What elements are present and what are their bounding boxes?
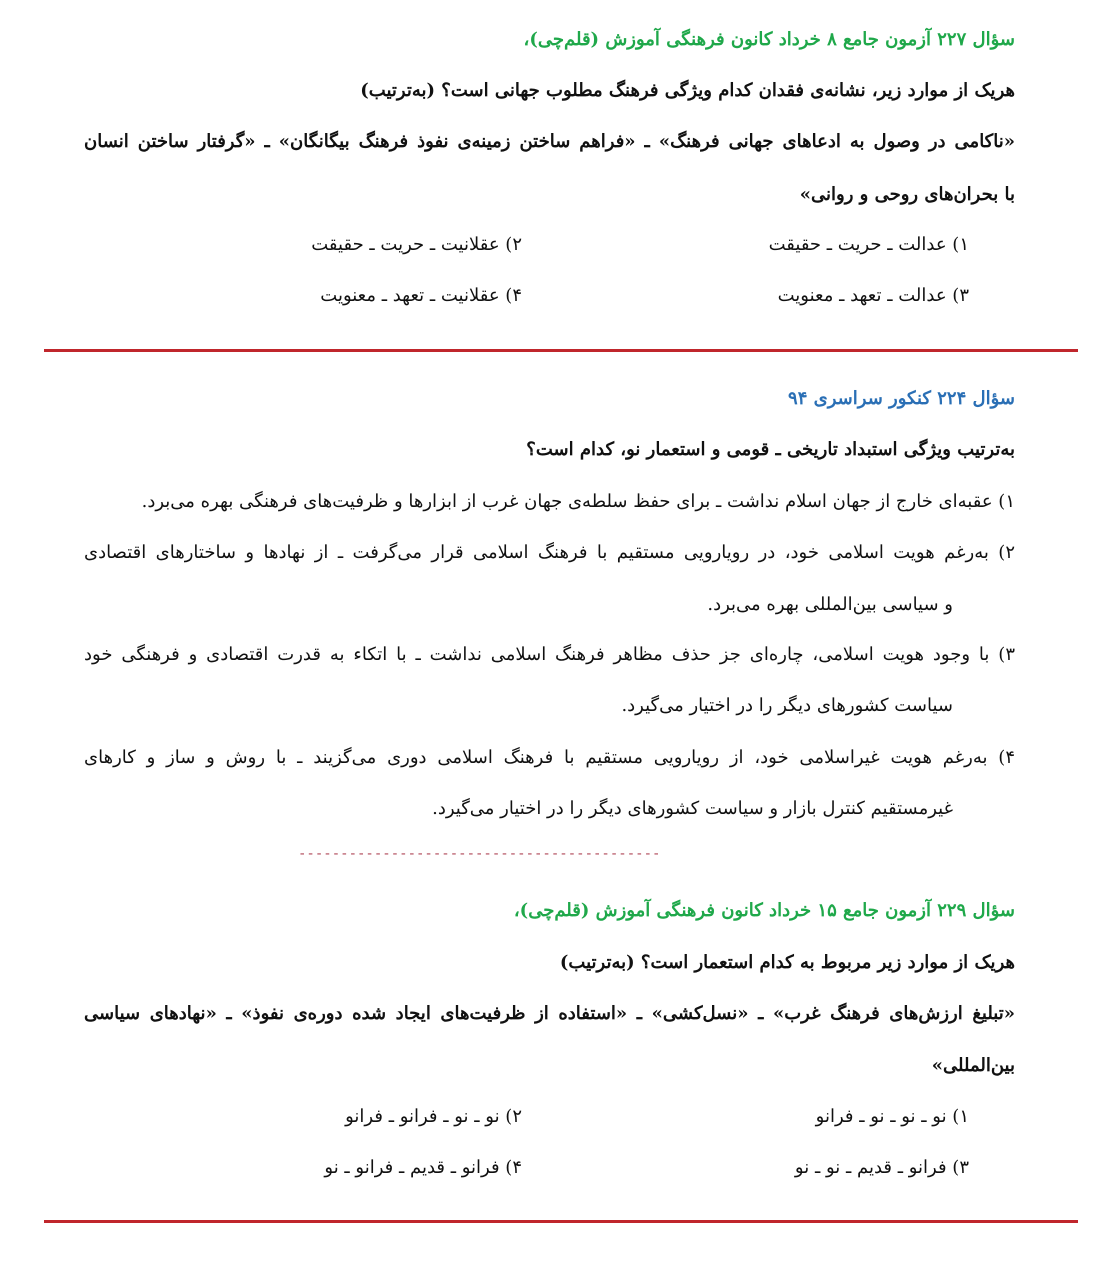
answer-option: ۲) نو ـ نو ـ فرانو ـ فرانو (345, 1106, 522, 1127)
question-header: سؤال ۲۲۷ آزمون جامع ۸ خرداد کانون فرهنگی آموزش (قلم‌چی)، (523, 29, 1015, 50)
answer-option: ۲) عقلانیت ـ حریت ـ حقیقت (311, 234, 522, 255)
answer-option: ۲) به‌رغم هویت اسلامی خود، در رویارویی مستقیم با فرهنگ اسلامی قرار می‌گرفت ـ از نهادها و ساختارهای اقتصادی (84, 542, 1015, 563)
answer-option: ۴) به‌رغم هویت غیراسلامی خود، از رویارویی مستقیم با فرهنگ اسلامی دوری می‌گزیند ـ با روش و ساز و کارهای (84, 747, 1015, 768)
answer-option-continuation: غیرمستقیم کنترل بازار و سیاست کشورهای دیگر را در اختیار می‌گیرد. (432, 798, 953, 819)
answer-option: ۱) نو ـ نو ـ نو ـ فرانو (815, 1106, 969, 1127)
answer-option: ۳) با وجود هویت اسلامی، چاره‌ای جز حذف مظاهر فرهنگ اسلامی نداشت ـ با اتکاء به قدرت اقتصادی و فرهنگی خود (84, 644, 1015, 665)
answer-option: ۱) عدالت ـ حریت ـ حقیقت (768, 234, 969, 255)
question-stem: هریک از موارد زیر، نشانه‌ی فقدان کدام ویژگی فرهنگ مطلوب جهانی است؟ (به‌ترتیب) (360, 80, 1015, 101)
answer-option: ۳) فرانو ـ قدیم ـ نو ـ نو (794, 1157, 969, 1178)
question-stem: بین‌المللی» (931, 1055, 1015, 1076)
answer-option: ۴) فرانو ـ قدیم ـ فرانو ـ نو (324, 1157, 522, 1178)
question-stem: «تبلیغ ارزش‌های فرهنگ غرب» ـ «نسل‌کشی» ـ «استفاده از ظرفیت‌های ایجاد شده دوره‌ی نفوذ» ـ «نهادهای سیاسی (84, 1003, 1015, 1024)
question-header: سؤال ۲۲۴ کنکور سراسری ۹۴ (788, 388, 1015, 409)
answer-option: ۳) عدالت ـ تعهد ـ معنویت (777, 285, 969, 306)
question-stem: «ناکامی در وصول به ادعاهای جهانی فرهنگ» ـ «فراهم ساختن زمینه‌ی نفوذ فرهنگ بیگانگان» ـ «گرفتار ساختن انسان (84, 131, 1015, 152)
section-divider (44, 1220, 1078, 1223)
section-divider (44, 349, 1078, 352)
question-stem: با بحران‌های روحی و روانی» (799, 184, 1015, 205)
answer-option-continuation: سیاست کشورهای دیگر را در اختیار می‌گیرد. (621, 695, 953, 716)
question-header: سؤال ۲۲۹ آزمون جامع ۱۵ خرداد کانون فرهنگی آموزش (قلم‌چی)، (513, 900, 1015, 921)
answer-option: ۱) عقبه‌ای خارج از جهان اسلام نداشت ـ برای حفظ سلطه‌ی جهان غرب از ابزارها و ظرفیت‌های فرهنگی بهره می‌برد. (141, 491, 1015, 512)
answer-option-continuation: و سیاسی بین‌المللی بهره می‌برد. (707, 594, 953, 615)
dashed-divider-text: ------------------------------------------- (298, 846, 661, 862)
answer-option: ۴) عقلانیت ـ تعهد ـ معنویت (320, 285, 522, 306)
question-stem: هریک از موارد زیر مربوط به کدام استعمار است؟ (به‌ترتیب) (559, 952, 1015, 973)
question-stem: به‌ترتیب ویژگی استبداد تاریخی ـ قومی و استعمار نو، کدام است؟ (526, 439, 1015, 460)
